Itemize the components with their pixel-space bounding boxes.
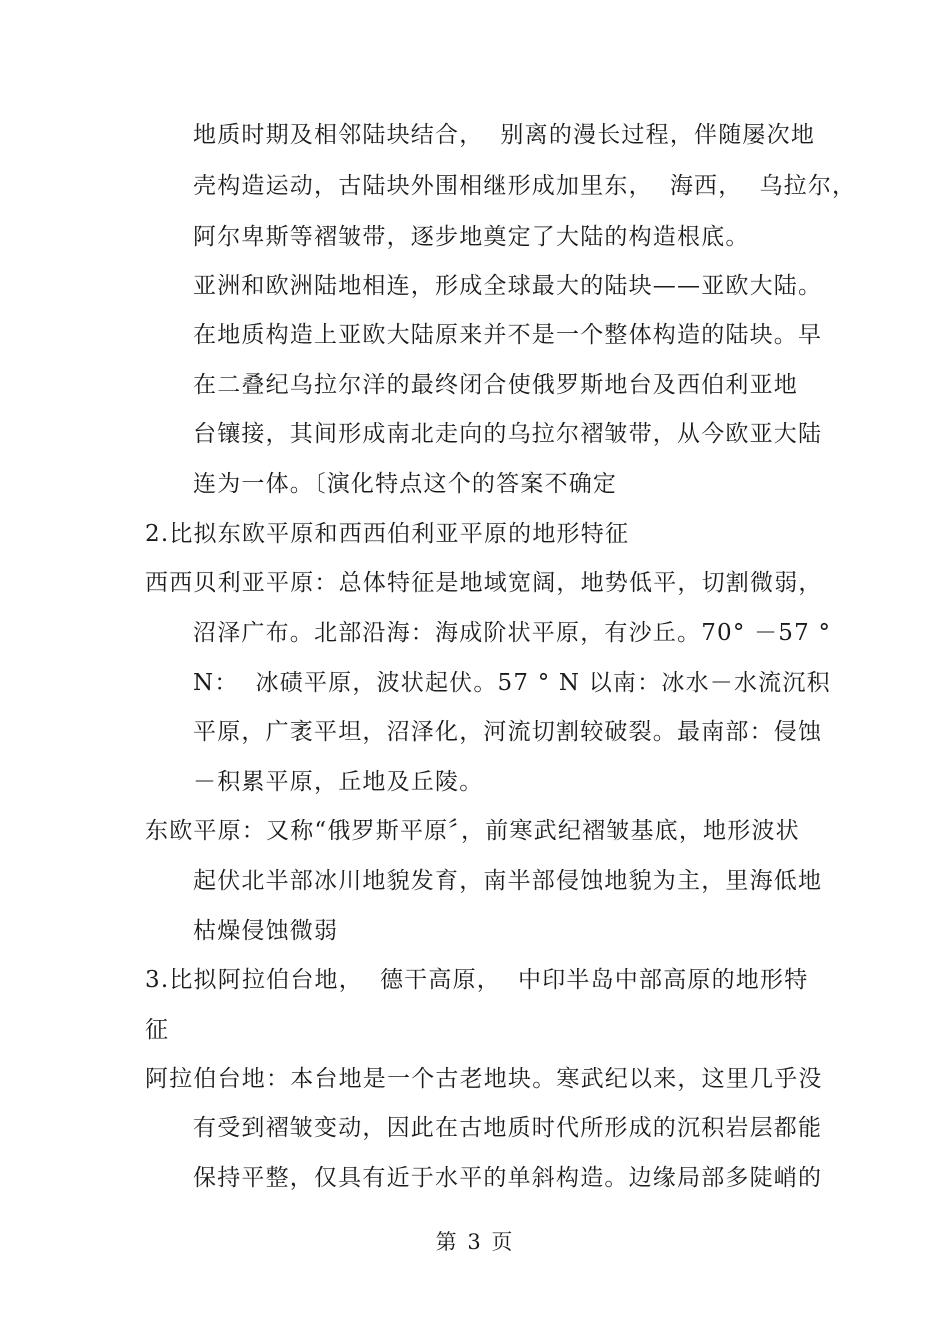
paragraph-first-line: 阿拉伯台地：本台地是一个古老地块。寒武纪以来，这里几乎没 (145, 1066, 823, 1092)
text-line: 在二叠纪乌拉尔洋的最终闭合使俄罗斯地台及西伯利亚地 (193, 372, 798, 398)
text-line: 阿尔卑斯等褶皱带，逐步地奠定了大陆的构造根底。 (193, 224, 750, 250)
paragraph-first-line: 东欧平原：又称“俄罗斯平原〞，前寒武纪褶皱基底，地形波状 (145, 818, 800, 844)
text-line: 在地质构造上亚欧大陆原来并不是一个整体构造的陆块。早 (193, 322, 823, 348)
text-line: 地质时期及相邻陆块结合， 别离的漫长过程，伴随屡次地 (193, 122, 816, 148)
paragraph-first-line: 西西贝利亚平原：总体特征是地域宽阔，地势低平，切割微弱， (145, 570, 823, 596)
text-line: 有受到褶皱变动，因此在古地质时代所形成的沉积岩层都能 (193, 1115, 823, 1141)
text-line: －积累平原，丘地及丘陵。 (193, 769, 484, 795)
section-heading: 3.比拟阿拉伯台地， 德干高原， 中印半岛中部高原的地形特 (145, 967, 809, 993)
text-line: 连为一体。〔演化特点这个的答案不确定 (193, 471, 618, 497)
section-heading-continued: 征 (145, 1017, 170, 1043)
text-line: N： 冰碛平原，波状起伏。57 ° N 以南：冰水－水流沉积 (193, 670, 831, 696)
text-line: 沼泽广布。北部沿海：海成阶状平原，有沙丘。70° －57 ° (193, 620, 832, 646)
text-line: 壳构造运动，古陆块外围相继形成加里东， 海西， 乌拉尔， (193, 173, 857, 199)
text-line: 亚洲和欧洲陆地相连，形成全球最大的陆块——亚欧大陆。 (193, 273, 823, 299)
page-number: 第 3 页 (435, 1230, 515, 1254)
section-heading: 2.比拟东欧平原和西西伯利亚平原的地形特征 (145, 521, 630, 547)
text-line: 枯燥侵蚀微弱 (193, 918, 339, 944)
text-line: 平原，广袤平坦，沼泽化，河流切割较破裂。最南部：侵蚀 (193, 719, 823, 745)
text-line: 起伏北半部冰川地貌发育，南半部侵蚀地貌为主，里海低地 (193, 868, 823, 894)
text-line: 保持平整，仅具有近于水平的单斜构造。边缘局部多陡峭的 (193, 1165, 823, 1191)
text-line: 台镶接，其间形成南北走向的乌拉尔褶皱带，从今欧亚大陆 (193, 421, 823, 447)
